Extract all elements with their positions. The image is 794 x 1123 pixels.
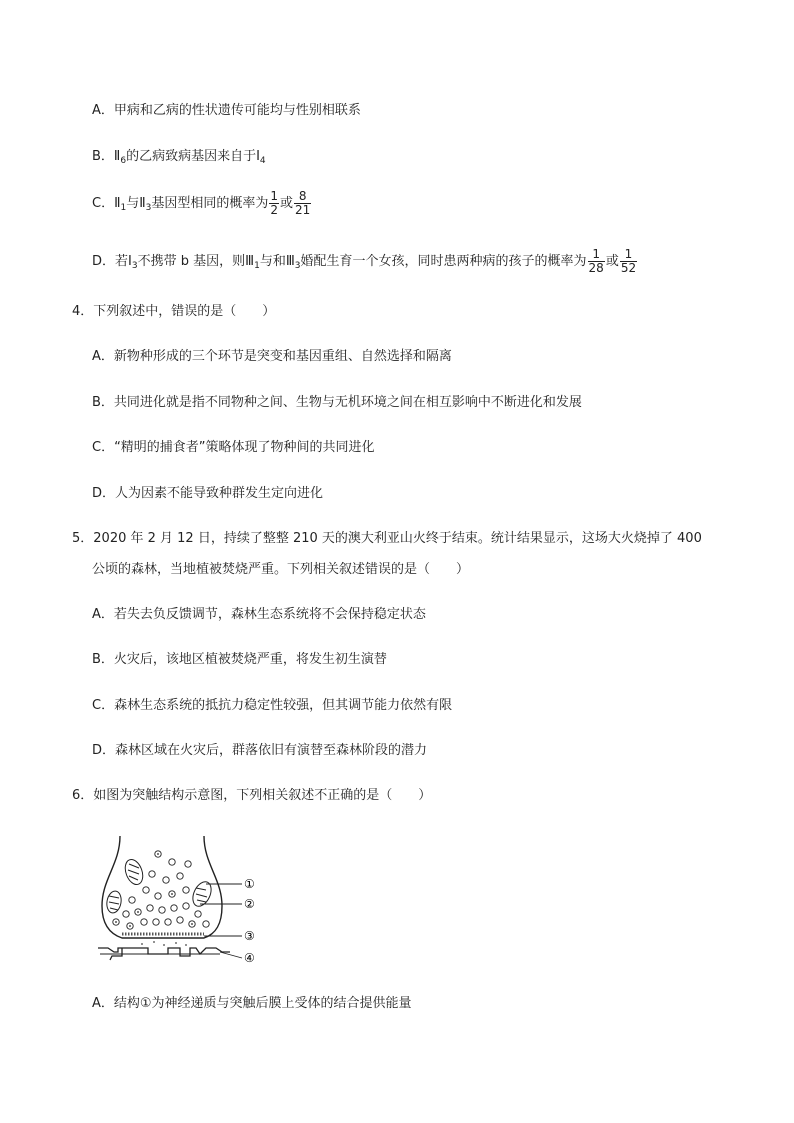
- q3-option-d: [92, 248, 638, 275]
- q3-option-d-text: 婚配生育一个女孩，同时患两种病的孩子的概率为: [300, 254, 587, 269]
- q4-option-b: B．共同进化就是指不同物种之间、生物与无机环境之间在相互影响中不断进化和发展: [92, 395, 582, 410]
- subscript: 1: [254, 261, 260, 271]
- synapse-diagram: [92, 834, 262, 969]
- fraction: [588, 248, 605, 275]
- q5-stem-line1: 5．2020 年 2 月 12 日，持续了整整 210 天的澳大利亚山火终于结束。统计结果显示，这场大火烧掉了 400: [72, 531, 702, 546]
- q3-option-b-text: B．Ⅱ: [92, 149, 121, 164]
- q3-option-c-text: C．Ⅱ: [92, 196, 121, 211]
- fraction-numerator: 1: [588, 248, 605, 262]
- q3-option-c-text: 与Ⅱ: [126, 196, 146, 211]
- q6-option-a: A．结构①为神经递质与突触后膜上受体的结合提供能量: [92, 996, 412, 1011]
- q3-option-c-text: 基因型相同的概率为: [151, 196, 269, 211]
- subscript: 3: [294, 261, 301, 271]
- q3-option-a: [92, 103, 361, 119]
- fraction-denominator: 21: [295, 203, 311, 217]
- fraction: [269, 190, 279, 217]
- fraction: [294, 190, 311, 217]
- q6-stem: 6．如图为突触结构示意图，下列相关叙述不正确的是（ ）: [72, 788, 432, 803]
- label-4: ④: [244, 951, 255, 965]
- q4-stem: 4．下列叙述中，错误的是（ ）: [72, 304, 276, 319]
- fraction: [620, 248, 637, 275]
- fraction-denominator: 2: [270, 203, 279, 217]
- fraction-numerator: 1: [620, 248, 637, 262]
- fraction-numerator: 8: [294, 190, 311, 204]
- q3-option-c: [92, 190, 312, 217]
- subscript: 6: [120, 156, 127, 166]
- mitochondrion: [105, 890, 123, 914]
- subscript: 3: [145, 203, 152, 213]
- q3-option-c-text: 或: [280, 196, 294, 211]
- q3-option-d-text: 与和Ⅲ: [259, 254, 295, 269]
- label-1: ①: [244, 877, 255, 891]
- fraction-numerator: 1: [270, 189, 279, 203]
- fraction-denominator: 52: [620, 261, 637, 275]
- q4-option-d: D．人为因素不能导致种群发生定向进化: [92, 486, 324, 501]
- label-3: ③: [244, 929, 255, 943]
- q5-option-c: C．森林生态系统的抵抗力稳定性较强，但其调节能力依然有限: [92, 698, 453, 713]
- q5-option-a: A．若失去负反馈调节，森林生态系统将不会保持稳定状态: [92, 607, 426, 622]
- label-2: ②: [244, 897, 255, 911]
- q3-option-b-text: 的乙病致病基因来自于Ⅰ: [126, 149, 260, 164]
- q4-option-c: C．“精明的捕食者”策略体现了物种间的共同进化: [92, 440, 375, 455]
- q5-stem-line2: 公顷的森林，当地植被焚烧严重。下列相关叙述错误的是（ ）: [92, 562, 470, 577]
- subscript: 4: [259, 156, 266, 166]
- mitochondrion: [122, 857, 146, 887]
- fraction-denominator: 28: [588, 261, 604, 275]
- q3-option-d-text: D．若Ⅰ: [92, 254, 132, 269]
- q3-option-d-text: 或: [605, 254, 619, 269]
- q3-option-b: [92, 149, 266, 169]
- q3-option-a-text: A．甲病和乙病的性状遗传可能均与性别相联系: [92, 103, 361, 118]
- subscript: 3: [131, 261, 138, 271]
- mitochondrion: [189, 879, 214, 909]
- q5-option-b: B．火灾后，该地区植被焚烧严重，将发生初生演替: [92, 652, 387, 667]
- q3-option-d-text: 不携带 b 基因，则Ⅲ: [137, 254, 255, 269]
- q4-option-a: A．新物种形成的三个环节是突变和基因重组、自然选择和隔离: [92, 349, 452, 364]
- subscript: 1: [120, 203, 127, 213]
- q5-option-d: D．森林区域在火灾后，群落依旧有演替至森林阶段的潜力: [92, 743, 428, 758]
